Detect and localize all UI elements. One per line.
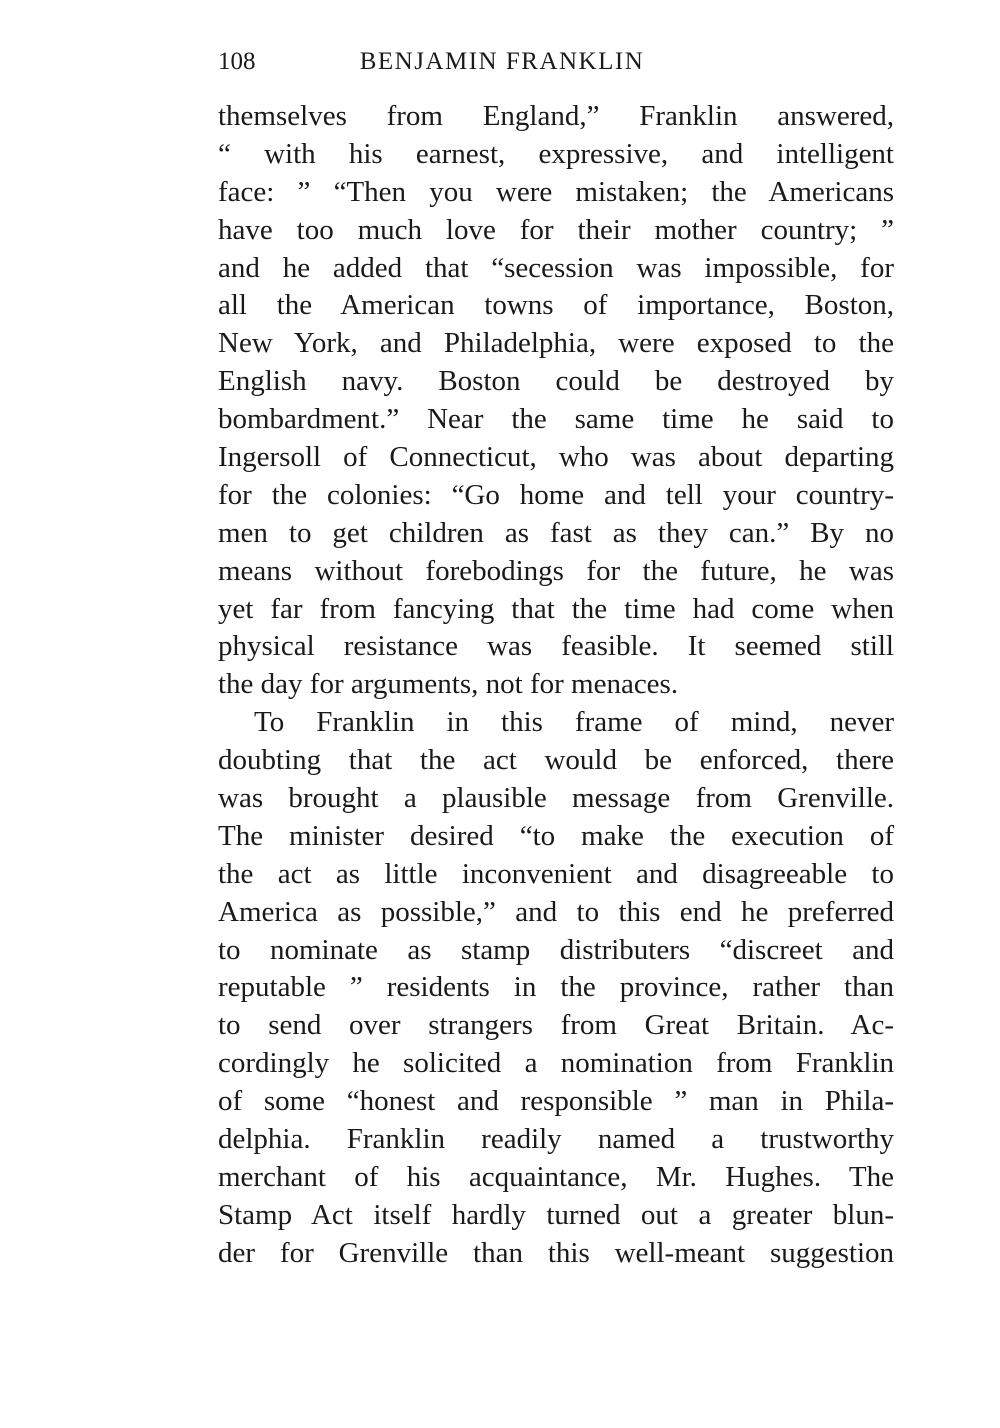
- text-line: bombardment.” Near the same time he said to: [218, 403, 894, 436]
- paragraph-first-line: To Franklin in this frame of mind, never: [254, 706, 894, 739]
- text-line: New York, and Philadelphia, were exposed to the: [218, 327, 894, 360]
- text-line: have too much love for their mother country; ”: [218, 213, 894, 246]
- text-line: doubting that the act would be enforced, there: [218, 744, 894, 777]
- text-line: themselves from England,” Franklin answered,: [218, 100, 894, 132]
- text-line: for the colonies: “Go home and tell your country-: [218, 478, 894, 511]
- text-line: delphia. Franklin readily named a trustworthy: [218, 1123, 894, 1156]
- text-line: America as possible,” and to this end he preferred: [218, 895, 894, 928]
- body-text: [218, 98, 894, 1273]
- text-line: was brought a plausible message from Grenville.: [218, 782, 894, 815]
- text-line: the act as little inconvenient and disagreeable to: [218, 857, 894, 890]
- text-line: means without forebodings for the future, he was: [218, 554, 894, 587]
- text-line: English navy. Boston could be destroyed by: [218, 365, 894, 398]
- text-line: “ with his earnest, expressive, and intelligent: [218, 137, 894, 170]
- text-line: merchant of his acquaintance, Mr. Hughes. The: [218, 1160, 894, 1193]
- running-head: [218, 44, 716, 80]
- text-line: of some “honest and responsible ” man in Phila-: [218, 1085, 894, 1118]
- text-line: to nominate as stamp distributers “discreet and: [218, 933, 894, 966]
- text-line: physical resistance was feasible. It seemed still: [218, 630, 894, 663]
- text-line: yet far from fancying that the time had come when: [218, 592, 894, 625]
- text-line: cordingly he solicited a nomination from Franklin: [218, 1047, 894, 1080]
- text-line: der for Grenville than this well-meant suggestion: [218, 1236, 894, 1269]
- running-title: BENJAMIN FRANKLIN: [359, 48, 645, 75]
- text-line: men to get children as fast as they can.” By no: [218, 516, 894, 549]
- text-line: to send over strangers from Great Britain. Ac-: [218, 1009, 894, 1042]
- text-line: Ingersoll of Connecticut, who was about departing: [218, 441, 894, 474]
- text-line: reputable ” residents in the province, rather than: [218, 971, 894, 1004]
- paragraph-last-line: the day for arguments, not for menaces.: [218, 668, 679, 701]
- text-line: and he added that “secession was impossible, for: [218, 251, 894, 284]
- text-line: Stamp Act itself hardly turned out a greater blun-: [218, 1198, 894, 1231]
- text-line: all the American towns of importance, Boston,: [218, 289, 894, 322]
- text-line: The minister desired “to make the execution of: [218, 819, 894, 852]
- page-number: 108: [218, 48, 256, 75]
- text-line: face: ” “Then you were mistaken; the Americans: [218, 175, 894, 208]
